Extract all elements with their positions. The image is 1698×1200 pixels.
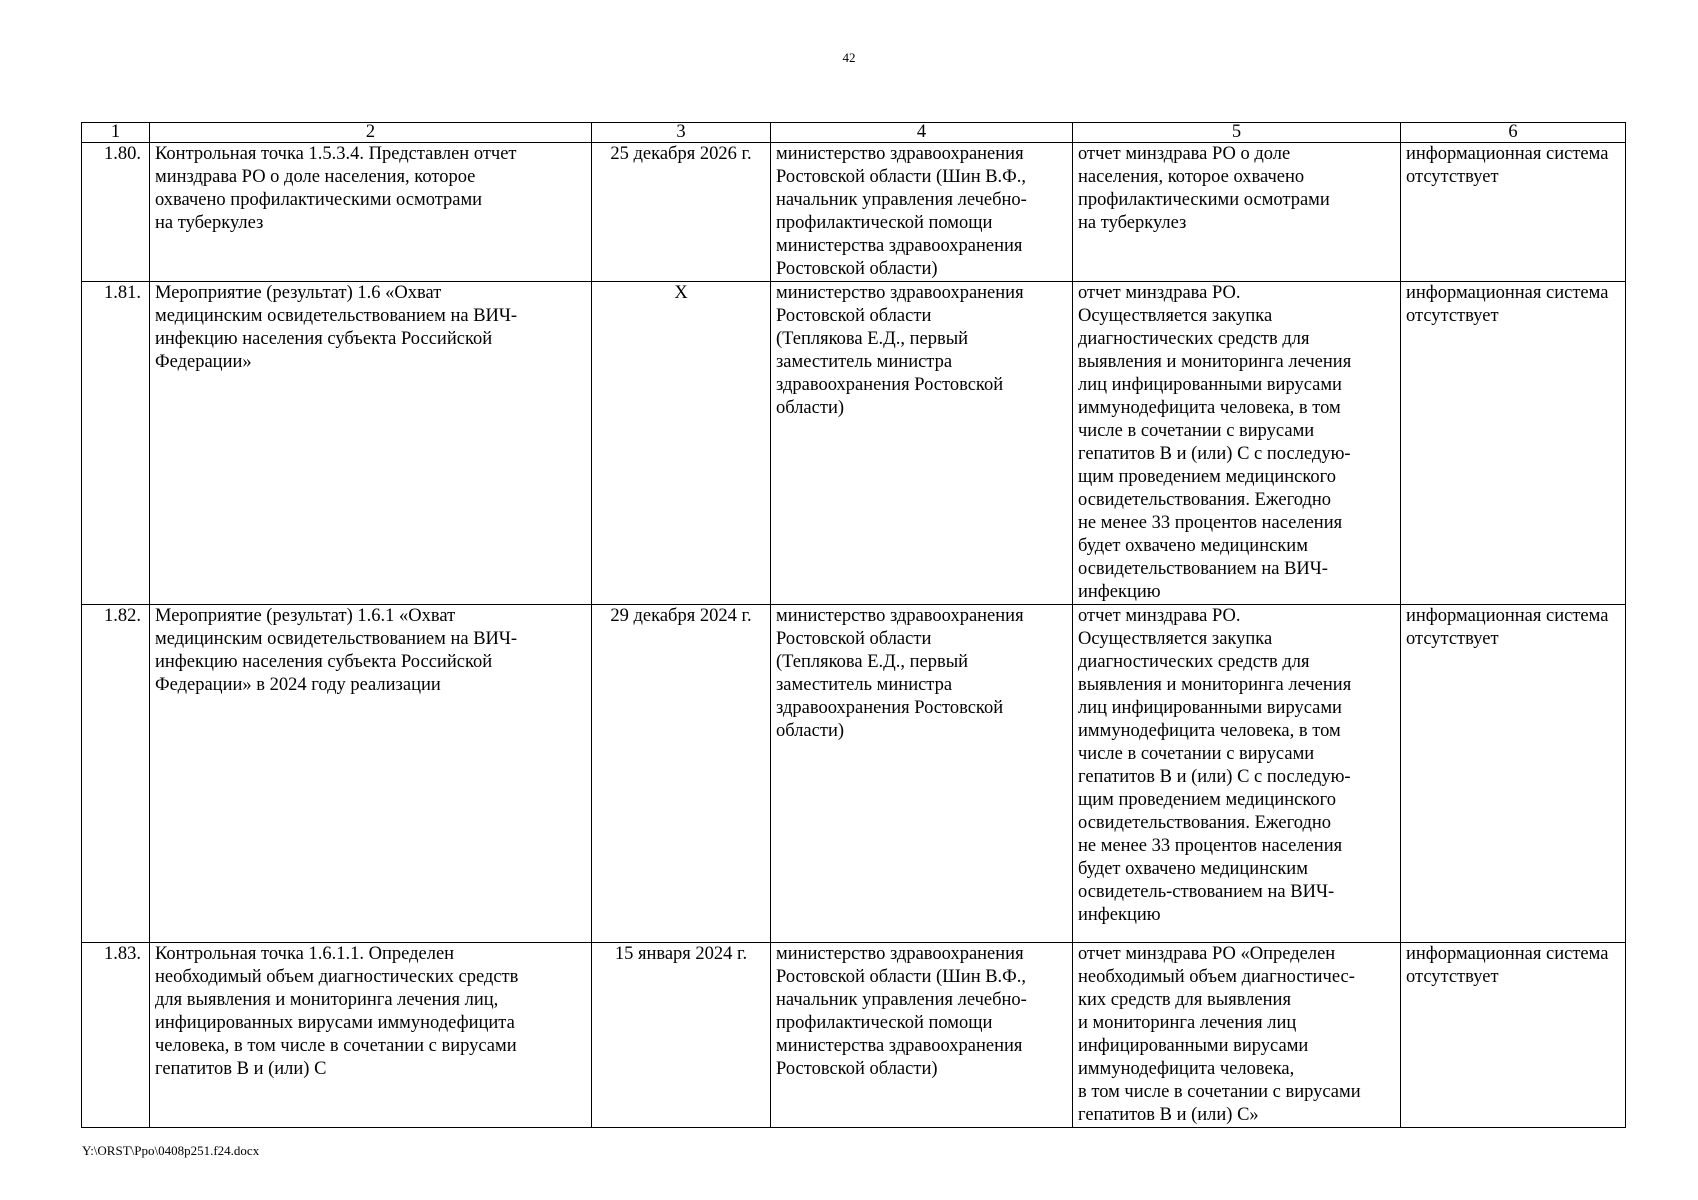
column-header: 6 — [1401, 123, 1626, 143]
column-header: 4 — [771, 123, 1073, 143]
column-header: 1 — [82, 123, 150, 143]
column-header: 5 — [1073, 123, 1401, 143]
table-header-row — [82, 123, 1626, 143]
row-result: отчет минздрава РО «Определен необходимый объем диагностичес- ких средств для выявления и мониторинга лечения лиц инфицированными вирусами иммунодефицита человека, в том числе в сочетании с вирусами гепатитов В и (или) С» — [1073, 943, 1401, 1128]
row-date: 29 декабря 2024 г. — [592, 605, 771, 943]
row-info-system: информационная система отсутствует — [1401, 143, 1626, 282]
column-header: 2 — [150, 123, 592, 143]
column-header: 3 — [592, 123, 771, 143]
row-description: Контрольная точка 1.6.1.1. Определен необходимый объем диагностических средств для выявления и мониторинга лечения лиц, инфицированных вирусами иммунодефицита человека, в том числе в сочетании с вирусами гепатитов В и (или) С — [150, 943, 592, 1128]
row-info-system: информационная система отсутствует — [1401, 943, 1626, 1128]
row-result: отчет минздрава РО. Осуществляется закупка диагностических средств для выявления и мониторинга лечения лиц инфицированными вирусами иммунодефицита человека, в том числе в сочетании с вирусами гепатитов В и (или) С с последую- щим проведением медицинского освидетельствования. Ежегодно не менее 33 процентов населения будет охвачено медицинским освидетель-ствованием на ВИЧ- инфекцию — [1073, 605, 1401, 943]
page-number: 42 — [842, 50, 856, 65]
row-responsible: министерство здравоохранения Ростовской области (Шин В.Ф., начальник управления лечебно- профилактической помощи министерства здравоохранения Ростовской области) — [771, 943, 1073, 1128]
row-result: отчет минздрава РО. Осуществляется закупка диагностических средств для выявления и мониторинга лечения лиц инфицированными вирусами иммунодефицита человека, в том числе в сочетании с вирусами гепатитов В и (или) С с последую- щим проведением медицинского освидетельствования. Ежегодно не менее 33 процентов населения будет охвачено медицинским освидетельствованием на ВИЧ- инфекцию — [1073, 282, 1401, 605]
row-responsible: министерство здравоохранения Ростовской области (Теплякова Е.Д., первый заместитель министра здравоохранения Ростовской области) — [771, 282, 1073, 605]
row-number: 1.83. — [82, 943, 150, 1128]
row-number: 1.81. — [82, 282, 150, 605]
row-number: 1.80. — [82, 143, 150, 282]
row-date: 25 декабря 2026 г. — [592, 143, 771, 282]
plan-table — [81, 122, 1626, 1128]
row-result: отчет минздрава РО о доле населения, которое охвачено профилактическими осмотрами на туберкулез — [1073, 143, 1401, 282]
row-description: Мероприятие (результат) 1.6.1 «Охват медицинским освидетельствованием на ВИЧ- инфекцию населения субъекта Российской Федерации» в 2024 году реализации — [150, 605, 592, 943]
row-responsible: министерство здравоохранения Ростовской области (Теплякова Е.Д., первый заместитель министра здравоохранения Ростовской области) — [771, 605, 1073, 943]
row-date: 15 января 2024 г. — [592, 943, 771, 1128]
row-responsible: министерство здравоохранения Ростовской области (Шин В.Ф., начальник управления лечебно- профилактической помощи министерства здравоохранения Ростовской области) — [771, 143, 1073, 282]
row-description: Контрольная точка 1.5.3.4. Представлен отчет минздрава РО о доле населения, которое охвачено профилактическими осмотрами на туберкулез — [150, 143, 592, 282]
row-info-system: информационная система отсутствует — [1401, 605, 1626, 943]
table-row — [82, 605, 1626, 943]
row-description: Мероприятие (результат) 1.6 «Охват медицинским освидетельствованием на ВИЧ- инфекцию населения субъекта Российской Федерации» — [150, 282, 592, 605]
row-number: 1.82. — [82, 605, 150, 943]
file-path: Y:\ORST\Ppo\0408p251.f24.docx — [82, 1143, 260, 1158]
row-info-system: информационная система отсутствует — [1401, 282, 1626, 605]
table-row — [82, 943, 1626, 1128]
table-row — [82, 143, 1626, 282]
row-date: Х — [592, 282, 771, 605]
table-row — [82, 282, 1626, 605]
